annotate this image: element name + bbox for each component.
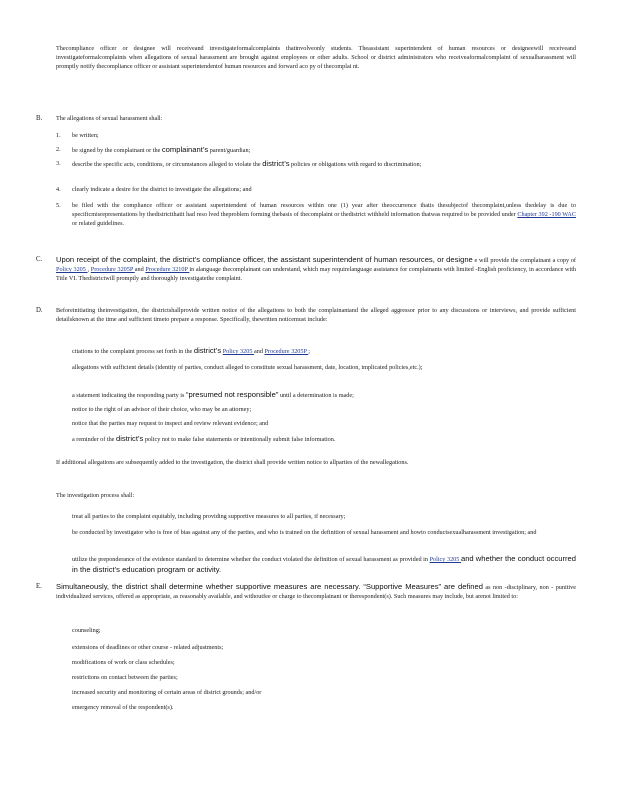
emphasis-text: district’s bbox=[193, 346, 222, 355]
support-item-removal: emergency removal of the respondent(s). bbox=[72, 704, 174, 711]
section-e-letter: E. bbox=[36, 583, 42, 590]
process-item-treat: treat all parties to the complaint equitably, including providing supportive measures to all parties, if necessary; bbox=[72, 513, 346, 520]
support-item-security: increased security and monitoring of certain areas of district grounds; and/or bbox=[72, 689, 262, 696]
policy-3205-link[interactable]: Policy 3205 bbox=[56, 265, 88, 273]
notice-item-citations: citations to the complaint process set forth in the district’s Policy 3205 and Procedure 3205P ; bbox=[72, 346, 310, 355]
section-c-lead: Upon receipt of the complaint, the district’s compliance officer, the assistant superintendent of human resources, or designe bbox=[56, 255, 473, 264]
item-number: 4. bbox=[56, 186, 61, 193]
section-d-letter: D. bbox=[36, 307, 43, 314]
notice-item-inspect: notice that the parties may request to inspect and review relevant evidence; and bbox=[72, 420, 269, 427]
emphasis-text: and whether the conduct occurred in the district’s education program or activity. bbox=[72, 554, 576, 574]
emphasis-text: district’s bbox=[262, 159, 290, 168]
allegation-item-indicate: clearly indicate a desire for the district to investigate the allegations; and bbox=[72, 186, 252, 193]
section-d-intro: Beforeinitiating theinvestigation, the districtshallprovide written notice of the allegations to both the complainantand the alleged aggressor prior to any discussions or interviews, and provide sufficient detailsknown at the time and sufficient timeto prepare a response. Specifically, thewritten noticemust include: bbox=[56, 307, 576, 323]
intro-paragraph: Thecompliance officer or designee will receiveand investigateformalcomplaints thatinvolveonly students. Theassistant superintendent of human resources or designeewill receiveand investigateformalcomplaints when allegations of sexual harassment are brought against employees or other adults. School or district administrators who receiveaformalcomplaint of sexualharassment will promptly notify thecompliance officer or assistant superintendentof human resources and forward aco py of thecomplai nt. bbox=[56, 45, 576, 70]
section-e-paragraph: Simultaneously, the district shall determine whether supportive measures are necessary. “Supportive Measures” are defined as non -disciplinary, non - punitive individualized services, offered as appropriate, as reasonably available, and withoutfee or charge to thecomplainant or therespondent(s). Such measures may include, but arenot limited to: bbox=[56, 582, 576, 600]
notice-item-advisor: notice to the right of an advisor of their choice, who may be an attorney; bbox=[72, 406, 252, 413]
process-item-conducted: be conducted by investigator who is free of bias against any of the parties, and who is trained on the definition of sexual harassment and howto conductsexualharassment investigation; and bbox=[72, 529, 537, 536]
section-e-lead: Simultaneously, the district shall determine whether supportive measures are necessary. “Supportive Measures” are defined bbox=[56, 582, 483, 591]
item-number: 5. bbox=[56, 202, 61, 209]
section-b-heading: The allegations of sexual harassment shall: bbox=[56, 115, 163, 122]
support-item-extensions: extensions of deadlines or other course - related adjustments; bbox=[72, 644, 224, 651]
chapter-link[interactable]: Chapter 392 -190 WAC bbox=[517, 210, 576, 218]
support-item-modifications: modifications of work or class schedules; bbox=[72, 659, 175, 666]
additional-allegations-paragraph: If additional allegations are subsequently added to the investigation, the district shall provide written notice to allparties of the newallegations. bbox=[56, 459, 409, 466]
allegation-item-describe: describe the specific acts, conditions, or circumstances alleged to violate the district’s policies or obligations with regard to discrimination; bbox=[72, 159, 422, 168]
procedure-3210p-link[interactable]: Procedure 3210P bbox=[145, 265, 190, 273]
item-number: 2. bbox=[56, 146, 61, 153]
policy-3205-link[interactable]: Policy 3205 bbox=[429, 556, 461, 563]
emphasis-text: complainant’s bbox=[161, 145, 209, 154]
allegation-item-written: be written; bbox=[72, 132, 99, 139]
notice-item-statement: a statement indicating the responding party is “presumed not responsible” until a determination is made; bbox=[72, 390, 354, 399]
section-c-letter: C. bbox=[36, 256, 43, 263]
policy-3205-link[interactable]: Policy 3205 bbox=[222, 348, 254, 355]
notice-item-reminder: a reminder of the district’s policy not to make false statements or intentionally submit false information. bbox=[72, 434, 336, 443]
procedure-3205p-link[interactable]: Procedure 3205P bbox=[264, 348, 309, 355]
emphasis-text: district’s bbox=[115, 434, 144, 443]
section-b-letter: B. bbox=[36, 115, 43, 122]
item-number: 1. bbox=[56, 132, 61, 139]
allegation-item-signed: be signed by the complainant or the complainant’s parent/guardian; bbox=[72, 145, 251, 154]
procedure-3205p-link[interactable]: Procedure 3205P bbox=[90, 265, 135, 273]
section-c-paragraph: Upon receipt of the complaint, the district’s compliance officer, the assistant superintendent of human resources, or designe e will provide the complainant a copy of Policy 3205 , Procedure 3205P and Procedure 3210P in alanguage thecomplainant can understand, which may requirelanguage assistance for complainants with limited -English proficiency, in accordance with Title VI. Thedistrictwill promptly and thoroughly investigatethe complaint. bbox=[56, 255, 577, 282]
process-item-utilize: utilize the preponderance of the evidence standard to determine whether the conduct violated the definition of sexual harassment as provided in Policy 3205 and whether the conduct occurred in the district’s education program or activity. bbox=[72, 554, 576, 574]
investigation-process-heading: The investigation process shall: bbox=[56, 492, 135, 499]
emphasis-text: “presumed not responsible” bbox=[185, 390, 279, 399]
item-number: 3. bbox=[56, 160, 61, 167]
notice-item-allegations: allegations with sufficient details (identity of parties, conduct alleged to constitute sexual harassment, date, location, implicated policies,etc.); bbox=[72, 364, 423, 371]
allegation-item-filed: be filed with the compliance officer or assistant superintendent of human resources within one (1) year after theoccurrence thatis thesubjectof thecomplaint,unless thedelay is due to specificmisrepresentations by thedistrictthatit had reso lved theproblem forming thebasis of thecomplaint or thedistrict withheld information thatwas required to be provided under Chapter 392 -190 WAC or related guidelines. bbox=[72, 202, 576, 227]
support-item-restrictions: restrictions on contact between the parties; bbox=[72, 674, 178, 681]
support-item-counseling: counseling; bbox=[72, 627, 101, 634]
